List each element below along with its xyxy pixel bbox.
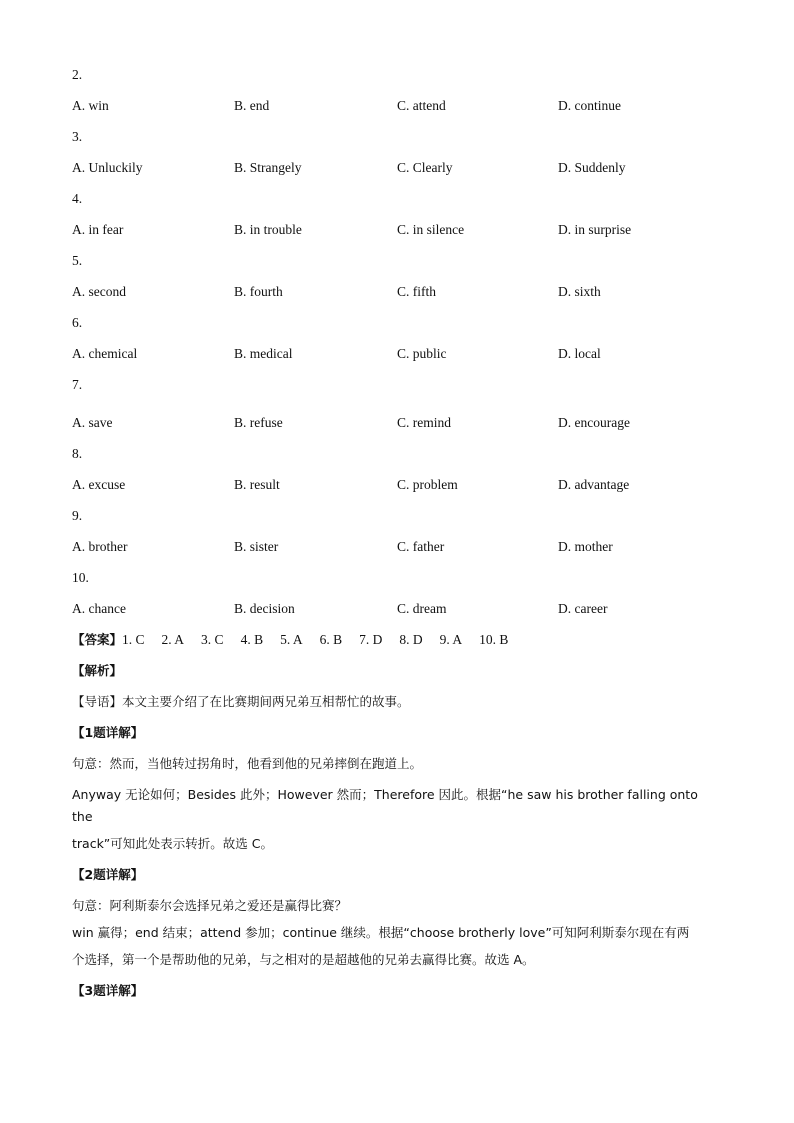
option-d: D. mother: [558, 539, 613, 554]
question-options: [72, 474, 722, 496]
answer-item: 9. A: [439, 632, 463, 647]
option-d: D. Suddenly: [558, 160, 626, 175]
document-page: [72, 64, 722, 1011]
answer-item: 4. B: [240, 632, 264, 647]
option-b: B. refuse: [234, 415, 283, 430]
option-d: D. advantage: [558, 477, 630, 492]
q2-sentence-meaning: 句意：阿利斯泰尔会选择兄弟之爱还是赢得比赛？: [72, 898, 348, 913]
option-a: A. in fear: [72, 222, 124, 237]
option-a: A. brother: [72, 539, 128, 554]
question-number: 9.: [72, 508, 83, 523]
answer-label: 【答案】: [72, 632, 123, 647]
option-a: A. save: [72, 415, 113, 430]
answer-item: 5. A: [280, 632, 303, 647]
question-number: 5.: [72, 253, 83, 268]
question-number: 3.: [72, 129, 83, 144]
question-options: [72, 598, 722, 620]
option-b: B. in trouble: [234, 222, 302, 237]
question-options: [72, 281, 722, 303]
option-c: C. father: [397, 539, 445, 554]
question-number: 7.: [72, 377, 83, 392]
option-b: B. sister: [234, 539, 279, 554]
answer-item: 2. A: [161, 632, 185, 647]
question-options: [72, 343, 722, 365]
q1-sentence-meaning: 句意：然而，当他转过拐角时，他看到他的兄弟摔倒在跑道上。: [72, 756, 423, 771]
option-c: C. fifth: [397, 284, 436, 299]
option-d: D. in surprise: [558, 222, 632, 237]
option-b: B. Strangely: [234, 160, 302, 175]
guide-text: 【导语】本文主要介绍了在比赛期间两兄弟互相帮忙的故事。: [72, 694, 410, 709]
answer-item: 3. C: [201, 632, 224, 647]
option-a: A. second: [72, 284, 126, 299]
q2-heading: 【2题详解】: [72, 867, 144, 882]
question-number: 4.: [72, 191, 83, 206]
option-b: B. result: [234, 477, 280, 492]
option-c: C. problem: [397, 477, 458, 492]
answer-item: 1. C: [122, 632, 145, 647]
question-number: 10.: [72, 570, 89, 585]
option-d: D. career: [558, 601, 608, 616]
question-options: [72, 219, 722, 241]
question-options: [72, 536, 722, 558]
option-c: C. in silence: [397, 222, 465, 237]
option-b: B. fourth: [234, 284, 283, 299]
answer-item: 8. D: [399, 632, 423, 647]
option-c: C. Clearly: [397, 160, 453, 175]
question-number: 6.: [72, 315, 83, 330]
q3-heading: 【3题详解】: [72, 983, 144, 998]
option-d: D. local: [558, 346, 601, 361]
answer-item: 10. B: [479, 632, 509, 647]
answer-item: 7. D: [359, 632, 383, 647]
q2-explanation-line: win 赢得；end 结束；attend 参加；continue 继续。根据“choose brotherly love”可知阿利斯泰尔现在有两: [72, 925, 690, 940]
q1-explanation-line: track”可知此处表示转折。故选 C。: [72, 836, 273, 851]
question-number: 8.: [72, 446, 83, 461]
option-d: D. encourage: [558, 415, 630, 430]
option-c: C. remind: [397, 415, 451, 430]
q1-heading: 【1题详解】: [72, 725, 144, 740]
option-b: B. end: [234, 98, 270, 113]
option-c: C. attend: [397, 98, 446, 113]
option-d: D. sixth: [558, 284, 601, 299]
question-options: [72, 412, 722, 434]
option-a: A. win: [72, 98, 109, 113]
analysis-heading: 【解析】: [72, 663, 123, 678]
question-number: 2.: [72, 67, 83, 82]
q2-explanation-line: 个选择，第一个是帮助他的兄弟，与之相对的是超越他的兄弟去赢得比赛。故选 A。: [72, 952, 535, 967]
question-list: [72, 64, 722, 620]
q1-explanation-line: Anyway 无论如何；Besides 此外；However 然而；Therefore 因此。根据“he saw his brother falling onto the: [72, 787, 698, 824]
option-b: B. medical: [234, 346, 293, 361]
option-c: C. public: [397, 346, 447, 361]
option-b: B. decision: [234, 601, 295, 616]
question-number-row: [72, 374, 722, 403]
option-a: A. chance: [72, 601, 126, 616]
option-a: A. chemical: [72, 346, 138, 361]
option-d: D. continue: [558, 98, 621, 113]
option-a: A. excuse: [72, 477, 126, 492]
answer-key: [72, 629, 722, 651]
question-options: [72, 95, 722, 117]
option-c: C. dream: [397, 601, 447, 616]
question-options: [72, 157, 722, 179]
answer-item: 6. B: [319, 632, 343, 647]
option-a: A. Unluckily: [72, 160, 143, 175]
